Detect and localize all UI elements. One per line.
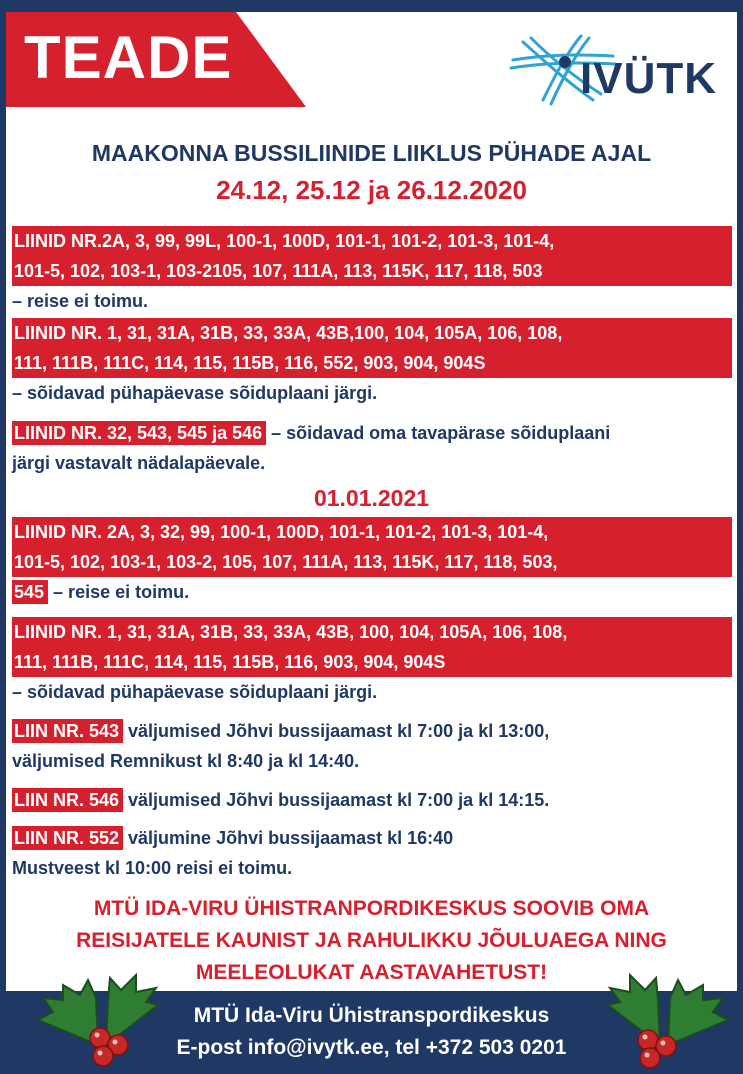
cancelled-last-label: 545 — [12, 580, 48, 604]
cancelled-note: – reise ei toimu. — [48, 582, 190, 602]
line-543-block — [12, 716, 732, 776]
band-line: LIINID NR. 2A, 3, 32, 99, 100-1, 100D, 101-1, 101-2, 101-3, 101-4, — [14, 522, 549, 542]
band-line: LIINID NR.2A, 3, 99, 99L, 100-1, 100D, 101-1, 101-2, 101-3, 101-4, — [14, 231, 555, 251]
regular-lines-cont: järgi vastavalt nädalapäevale. — [12, 453, 266, 473]
band-line: 111, 111B, 111C, 114, 115, 115B, 116, 552, 903, 904, 904S — [14, 353, 486, 373]
christmas-sunday-block — [12, 318, 732, 408]
christmas-regular-block — [12, 418, 732, 478]
greeting-line: MEELEOLUKAT AASTAVAHETUST! — [195, 961, 548, 984]
line-543-text: väljumised Jõhvi bussijaamast kl 7:00 ja kl 13:00, — [123, 721, 550, 741]
band-line: 101-5, 102, 103-1, 103-2, 105, 107, 111A, 113, 115K, 117, 118, 503, — [14, 552, 558, 572]
cancelled-lines-band — [12, 517, 732, 577]
christmas-dates: 24.12, 25.12 ja 26.12.2020 — [216, 175, 527, 205]
teade-label: TEADE — [24, 24, 233, 91]
cancelled-lines-band — [12, 226, 732, 286]
line-546-label: LIIN NR. 546 — [12, 788, 123, 812]
line-546-block — [12, 785, 732, 815]
sunday-lines-band — [12, 617, 732, 677]
logo-wordmark: IVÜTK — [580, 54, 717, 103]
line-552-label: LIIN NR. 552 — [12, 826, 123, 850]
sunday-lines-band — [12, 318, 732, 378]
page-title: MAAKONNA BUSSILIINIDE LIIKLUS PÜHADE AJAL — [91, 140, 652, 166]
newyear-date: 01.01.2021 — [313, 485, 430, 511]
sunday-note: – sõidavad pühapäevase sõiduplaani järgi. — [12, 383, 378, 403]
greeting-line: MTÜ IDA-VIRU ÜHISTRANPORDIKESKUS SOOVIB OMA — [93, 897, 650, 920]
line-543-cont: väljumised Remnikust kl 8:40 ja kl 14:40. — [12, 751, 360, 771]
holly-icon — [588, 950, 738, 1070]
holly-icon — [28, 950, 178, 1070]
sunday-note: – sõidavad pühapäevase sõiduplaani järgi. — [12, 682, 378, 702]
line-552-text: väljumine Jõhvi bussijaamast kl 16:40 — [123, 828, 454, 848]
band-line: LIINID NR. 1, 31, 31A, 31B, 33, 33A, 43B, 100, 104, 105A, 106, 108, — [14, 622, 568, 642]
line-552-block — [12, 823, 732, 883]
newyear-cancelled-block — [12, 517, 732, 607]
newyear-sunday-block — [12, 617, 732, 707]
line-543-label: LIIN NR. 543 — [12, 719, 123, 743]
footer-contact: E-post info@ivytk.ee, tel +372 503 0201 — [176, 1036, 567, 1059]
regular-lines-label: LIINID NR. 32, 543, 545 ja 546 — [12, 421, 266, 445]
line-552-cont: Mustveest kl 10:00 reisi ei toimu. — [12, 858, 293, 878]
greeting-line: REISIJATELE KAUNIST JA RAHULIKKU JÕULUAEGA NING — [76, 929, 667, 952]
band-line: LIINID NR. 1, 31, 31A, 31B, 33, 33A, 43B,100, 104, 105A, 106, 108, — [14, 323, 563, 343]
band-line: 111, 111B, 111C, 114, 115, 115B, 116, 903, 904, 904S — [14, 652, 446, 672]
regular-lines-text: – sõidavad oma tavapärase sõiduplaani — [266, 423, 611, 443]
christmas-cancelled-block — [12, 226, 732, 316]
band-line: 101-5, 102, 103-1, 103-2105, 107, 111A, 113, 115K, 117, 118, 503 — [14, 261, 543, 281]
footer-org: MTÜ Ida-Viru Ühistranspordikeskus — [193, 1004, 550, 1027]
cancelled-note: – reise ei toimu. — [12, 291, 149, 311]
line-546-text: väljumised Jõhvi bussijaamast kl 7:00 ja kl 14:15. — [123, 790, 550, 810]
